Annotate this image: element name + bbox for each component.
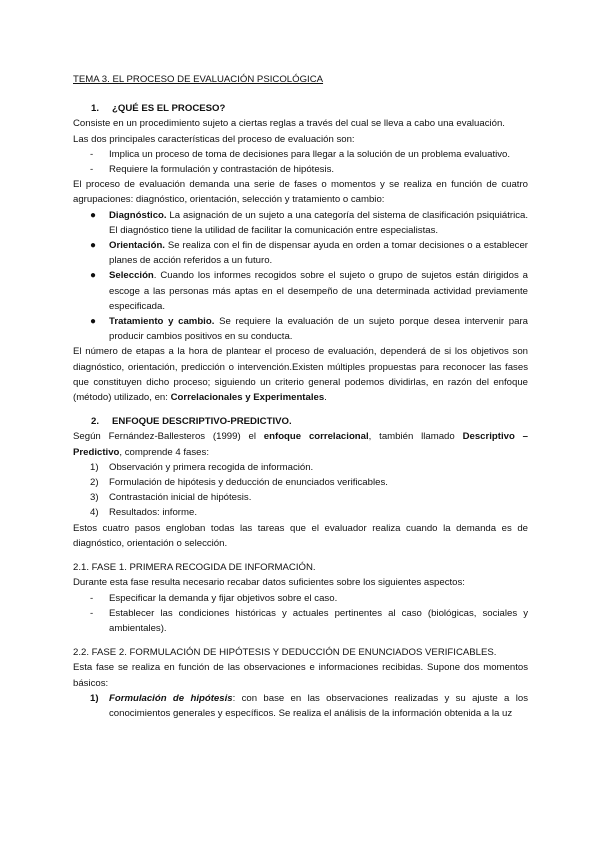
list-item: - Implica un proceso de toma de decisiones para llegar a la solución de un problema evaluativo. (73, 147, 528, 162)
dash-marker: - (90, 164, 94, 176)
dash-marker: - (90, 592, 94, 604)
bullet-list (73, 208, 528, 345)
section-title: ¿QUÉ ES EL PROCESO? (112, 103, 226, 115)
list-item: - Especificar la demanda y fijar objetivos sobre el caso. (73, 591, 528, 606)
document-title: TEMA 3. EL PROCESO DE EVALUACIÓN PSICOLÓGICA (73, 74, 324, 85)
term: Diagnóstico. (109, 209, 167, 221)
list-item: 1) Observación y primera recogida de información. (90, 461, 314, 473)
document-page (73, 72, 528, 721)
paragraph: El proceso de evaluación demanda una serie de fases o momentos y se realiza en función de cuatro agrupaciones: diagnóstico, orientación, selección y tratamiento o cambio: (73, 179, 528, 206)
section-2-heading (73, 414, 528, 429)
list-item: 4) Resultados: informe. (90, 507, 197, 519)
section-1-heading (73, 101, 528, 116)
list-item: ● Diagnóstico. La asignación de un sujeto a una categoría del sistema de clasificación psiquiátrica. El diagnóstico tiene la utilidad de facilitar la comunicación entre especialistas. (90, 209, 528, 236)
bullet-icon: ● (90, 240, 97, 252)
subsection-2-2-heading: 2.2. FASE 2. FORMULACIÓN DE HIPÓTESIS Y DEDUCCIÓN DE ENUNCIADOS VERIFICABLES. (73, 647, 497, 659)
paragraph: Durante esta fase resulta necesario recabar datos suficientes sobre los siguientes aspectos: (73, 577, 465, 589)
section-number: 1. (91, 103, 100, 115)
list-item: ● Orientación. Se realiza con el fin de dispensar ayuda en orden a tomar decisiones o a establecer planes de acción referidos a un futuro. (90, 240, 528, 267)
bullet-icon: ● (90, 270, 97, 282)
list-item: ● Tratamiento y cambio. Se requiere la evaluación de un sujeto porque desea intervenir para producir cambios positivos en su conducta. (90, 316, 528, 343)
paragraph: Esta fase se realiza en función de las observaciones e informaciones recibidas. Supone dos momentos básicos: (73, 662, 528, 689)
numbered-list (73, 460, 528, 521)
list-item: 3) Contrastación inicial de hipótesis. (90, 492, 252, 504)
paragraph: Según Fernández-Ballesteros (1999) el enfoque correlacional, también llamado Descriptivo – Predictivo, comprende 4 fases: (73, 431, 528, 458)
list-item: - Requiere la formulación y contrastación de hipótesis. (73, 162, 528, 177)
list-item: 2) Formulación de hipótesis y deducción de enunciados verificables. (90, 477, 388, 489)
paragraph: Las dos principales características del proceso de evaluación son: (73, 133, 355, 145)
list-item: - Establecer las condiciones históricas y actuales pertinentes al caso (biológicas, sociales y ambientales). (90, 607, 528, 634)
list-item: 1) Formulación de hipótesis: con base en las observaciones realizadas y su ajuste a los conocimientos generales y específicos. Se realiza el análisis de la información obtenida a la uz (90, 692, 528, 719)
bullet-icon: ● (90, 209, 97, 221)
subsection-2-1-heading: 2.1. FASE 1. PRIMERA RECOGIDA DE INFORMACIÓN. (73, 562, 316, 574)
dash-list (73, 147, 528, 177)
paragraph: El número de etapas a la hora de plantear el proceso de evaluación, dependerá de si los objetivos son diagnóstico, orientación, predicción o intervención.Existen múltiples propuestas para reconocer las fases que constituyen dicho proceso; siguiendo un criterio general podemos dividirlas, en razón del enfoque (método) utilizado, en: Correlacionales y Experimentales. (73, 346, 528, 404)
term: Orientación. (109, 240, 165, 252)
numbered-list (73, 691, 528, 721)
paragraph: Consiste en un procedimiento sujeto a ciertas reglas a través del cual se lleva a cabo una evaluación. (73, 118, 505, 130)
paragraph: Estos cuatro pasos engloban todas las tareas que el evaluador realiza cuando la demanda es de diagnóstico, orientación o selección. (73, 522, 528, 549)
section-number: 2. (91, 416, 100, 428)
dash-marker: - (90, 148, 94, 160)
dash-list (73, 591, 528, 637)
term: Selección (109, 270, 154, 282)
section-title: ENFOQUE DESCRIPTIVO-PREDICTIVO. (112, 416, 292, 428)
bullet-icon: ● (90, 316, 97, 328)
term: Tratamiento y cambio. (109, 316, 215, 328)
dash-marker: - (90, 607, 94, 619)
term: Formulación de hipótesis (109, 692, 233, 704)
list-item: ● Selección. Cuando los informes recogidos sobre el sujeto o grupo de sujetos están dirigidos a escoge a las personas más aptas en el desempeño de una determinada actividad previamente especificada. (90, 270, 528, 312)
